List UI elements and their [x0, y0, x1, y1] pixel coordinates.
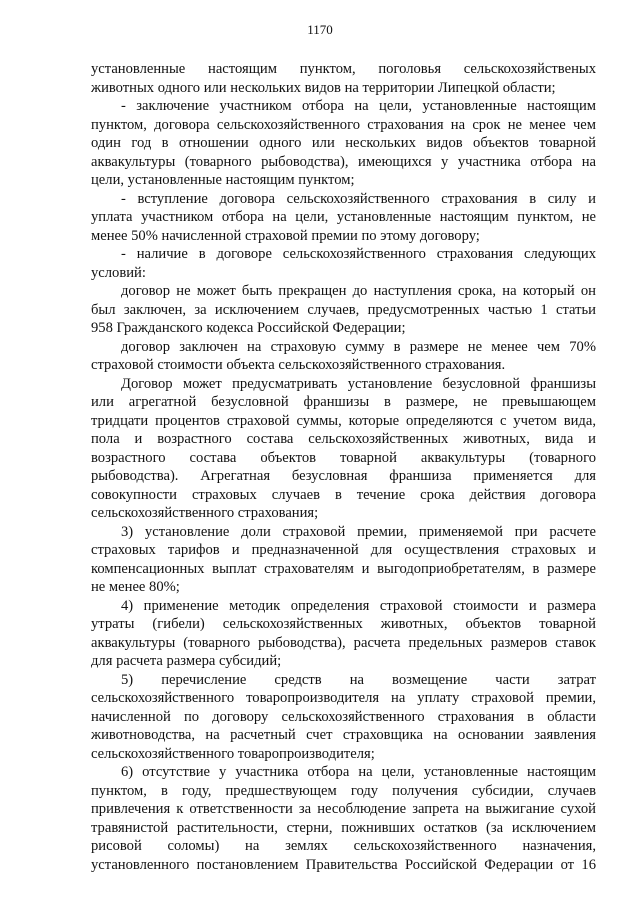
text-line: аквакультуры (товарного рыбоводства), расчета предельных размеров ставок [91, 634, 596, 651]
text-line: 6) отсутствие у участника отбора на цели, установленные настоящим [121, 764, 596, 780]
text-line: 958 Гражданского кодекса Российской Федерации; [91, 320, 406, 336]
text-line: страховых тарифов и предназначенной для осуществления страховых и [91, 542, 596, 558]
text-line: привлечения к ответственности за несоблюдение запрета на выжигание сухой [91, 801, 596, 817]
text-line: сельскохозяйственного товаропроизводителя на уплату страховой премии, [91, 690, 596, 706]
text-line: 3) установление доли страховой премии, применяемой при расчете [121, 523, 596, 540]
text-line: - наличие в договоре сельскохозяйственного страхования следующих [121, 246, 596, 262]
paragraph [91, 671, 596, 764]
text-line: 5) перечисление средств на возмещение части затрат [121, 671, 596, 688]
text-line: начисленной по договору сельскохозяйственного страхования в области [91, 708, 596, 725]
text-line: тридцати процентов страховой суммы, которые определяются с учетом вида, [91, 412, 596, 429]
text-line: сельскохозяйственного страхования; [91, 505, 319, 521]
paragraph [91, 763, 596, 874]
text-line: пола и возрастного состава сельскохозяйственных животных, вида и [91, 431, 596, 447]
text-line: травянистой растительности, стерни, пожнивших остатков (за исключением [91, 819, 596, 836]
text-line: установленного постановлением Правительства Российской Федерации от 16 [91, 856, 596, 873]
paragraph [91, 60, 596, 97]
text-line: 4) применение методик определения страховой стоимости и размера [121, 597, 596, 614]
text-line: менее 50% начисленной страховой премии по этому договору; [91, 227, 480, 244]
text-line: возрастного состава объектов товарной аквакультуры (товарного [91, 449, 596, 466]
text-line: рисовой соломы) на землях сельскохозяйственного назначения, [91, 838, 596, 854]
text-line: сельскохозяйственного товаропроизводителя; [91, 745, 375, 762]
text-line: аквакультуры (товарного рыбоводства), имеющихся у участника отбора на [91, 153, 596, 170]
text-line: договор не может быть прекращен до наступления срока, на который он [121, 283, 596, 299]
text-line: совокупности страховых случаев в течение срока действия договора [91, 486, 596, 503]
text-line: не менее 80%; [91, 579, 180, 595]
page-number: 1170 [307, 22, 333, 37]
text-line: договор заключен на страховую сумму в размере не менее чем 70% [121, 338, 596, 355]
paragraph [91, 338, 596, 375]
text-line: Договор может предусматривать установление безусловной франшизы [121, 375, 596, 392]
paragraph [91, 97, 596, 190]
text-line: один год в отношении одного или нескольких видов объектов товарной [91, 135, 596, 151]
text-line: цели, установленные настоящим пунктом; [91, 172, 355, 188]
text-line: страховой стоимости объекта сельскохозяйственного страхования. [91, 357, 506, 373]
text-line: установленные настоящим пунктом, поголовья сельскохозяйственых [91, 61, 596, 77]
text-line: для расчета размера субсидий; [91, 653, 282, 669]
text-line: - заключение участником отбора на цели, установленные настоящим [121, 98, 596, 114]
paragraph [91, 282, 596, 338]
text-line: рыбоводства). Агрегатная безусловная франшиза применяется для [91, 468, 596, 484]
text-line: животноводства, на расчетный счет страховщика на основании заявления [91, 727, 596, 743]
text-line: пунктом, в году, предшествующем году получения субсидии, случаев [91, 782, 596, 799]
text-line: животных одного или нескольких видов на территории Липецкой области; [91, 79, 556, 96]
text-line: уплата участником отбора на цели, установленные настоящим пунктом, не [91, 209, 596, 225]
paragraph [91, 190, 596, 246]
paragraph [91, 597, 596, 671]
text-line: - вступление договора сельскохозяйственного страхования в силу и [121, 190, 596, 207]
paragraph [91, 523, 596, 597]
text-line: пунктом, договора сельскохозяйственного страхования на срок не менее чем [91, 116, 596, 133]
document-body [91, 60, 596, 874]
text-line: утраты (гибели) сельскохозяйственных животных, объектов товарной [91, 616, 596, 632]
text-line: или агрегатной безусловной франшизы в размере, не превышающем [91, 394, 596, 410]
paragraph [91, 375, 596, 523]
text-line: был заключен, за исключением случаев, предусмотренных частью 1 статьи [91, 301, 596, 318]
paragraph [91, 245, 596, 282]
text-line: компенсационных выплат страхователям и выгодоприобретателям, в размере [91, 560, 596, 577]
text-line: условий: [91, 264, 146, 281]
